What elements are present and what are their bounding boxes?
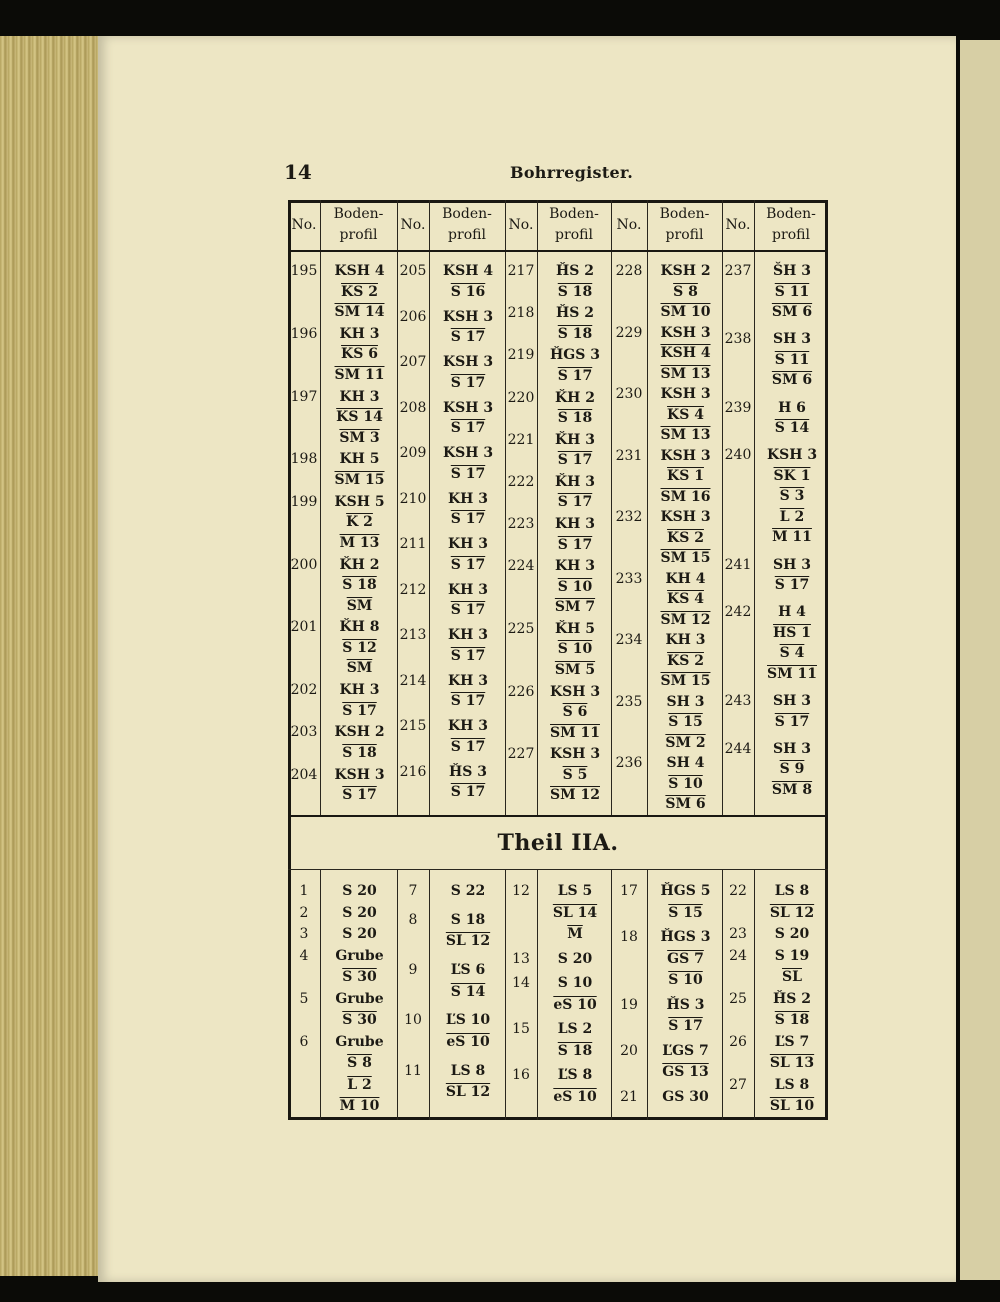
bodenprofil-layer: S 17 [450,602,486,618]
bohrung-number: 11 [404,1062,422,1079]
bodenprofil-layer: ǨH 8 [339,619,380,636]
bodenprofil-layer: SM 12 [550,787,600,804]
bodenprofil-layer: ȞS 3 [449,763,487,780]
bodenprofil-layer: S 20 [774,926,810,942]
column-rule [397,870,398,1120]
bodenprofil-layer: L 2 [779,508,805,525]
bodenprofil-layer: ȞS 2 [556,305,594,322]
bodenprofil-layer: GS 30 [662,1088,709,1105]
bohrung-number: 204 [290,766,318,783]
bohrung-number: 227 [507,746,535,763]
bodenprofil-layer: S 10 [668,775,703,792]
bodenprofil-layer: SL 10 [769,1098,815,1114]
bodenprofil-layer: S 17 [450,556,486,573]
bodenprofil-layer: S 20 [342,926,377,942]
bohrung-number: 10 [404,1012,422,1029]
bodenprofil-layer: S 17 [450,374,486,391]
bodenprofil-layer: S 17 [450,693,486,709]
bohrung-number: 233 [615,570,643,587]
bodenprofil-layer: KH 3 [339,325,380,342]
bohrung-number: 198 [290,451,318,468]
bodenprofil-layer: KSH 3 [660,447,711,464]
bohrung-number: 218 [507,305,535,322]
header-label: No. [616,216,642,233]
bodenprofil-layer: S 30 [342,969,377,985]
header-label: Boden- profil [442,206,492,243]
bodenprofil-layer: S 19 [774,947,810,964]
bodenprofil-layer: S 17 [450,511,486,527]
bodenprofil-layer: KSH 3 [334,766,385,783]
bodenprofil-layer: SM 2 [665,734,706,751]
bohrung-number: 229 [615,324,643,341]
bodenprofil-layer: KH 3 [447,581,488,598]
bohrung-number: 207 [399,354,427,370]
bodenprofil-layer: SM 11 [334,366,385,383]
bodenprofil-layer: S 17 [557,494,593,511]
bohrung-number: 235 [615,693,643,710]
bohrung-number: 17 [620,883,638,899]
column-rule [429,870,430,1120]
bohrung-number: 217 [507,263,535,279]
bodenprofil-layer: S 14 [450,983,486,1000]
bodenprofil-layer: ĽS 7 [774,1033,810,1050]
bodenprofil-layer: SM 5 [554,661,596,678]
bodenprofil-layer: KSH 3 [442,445,494,461]
bohrung-number: 201 [290,619,318,636]
bodenprofil-layer: KS 4 [667,591,704,607]
bodenprofil-layer: KSH 3 [442,399,494,416]
column-rule [320,200,321,815]
bodenprofil-layer: S 16 [450,283,486,300]
bohrung-number: 6 [299,1033,309,1050]
bohrung-number: 206 [399,308,427,325]
bodenprofil-layer: S 4 [779,645,805,662]
bohrung-number: 243 [724,693,752,709]
bohrung-number: 18 [620,929,638,945]
column-rule [429,200,430,815]
bohrung-number: 228 [615,263,643,279]
bodenprofil-layer: KSH 3 [660,509,711,525]
bodenprofil-layer: S 17 [342,787,377,804]
bohrung-number: 221 [507,431,535,448]
bodenprofil-layer: Grube [335,1033,384,1050]
bohrung-number: 230 [615,386,643,402]
bodenprofil-layer: M 11 [772,529,812,546]
bodenprofil-layer: SM 3 [339,429,380,446]
bodenprofil-layer: ȞGS 3 [550,347,600,364]
bodenprofil-layer: S 10 [557,975,593,991]
header-bodenprofil [754,200,828,250]
bodenprofil-layer: eS 10 [553,1088,597,1105]
bodenprofil-layer: SM 6 [771,304,813,320]
bodenprofil-layer: KSH 4 [334,263,385,279]
bodenprofil-layer: S 11 [774,283,810,300]
bodenprofil-layer: S 15 [668,714,703,730]
bodenprofil-layer: SM 6 [665,796,706,812]
bodenprofil-layer: S 11 [774,351,810,368]
bohrung-number: 22 [729,883,747,899]
bodenprofil-layer: SM 7 [554,599,596,616]
bohrung-number: 237 [724,263,752,279]
bodenprofil-layer: KH 3 [554,558,595,575]
column-rule [647,200,648,815]
bohrung-number: 216 [399,763,427,780]
bodenprofil-layer: LS 8 [774,1076,810,1093]
bodenprofil-layer: ȞGS 3 [660,929,711,945]
bohrung-number: 24 [729,947,747,964]
bodenprofil-layer: S 17 [342,702,377,719]
bodenprofil-layer: KH 5 [339,451,380,468]
bodenprofil-layer: S 9 [779,761,805,778]
header-rule [288,250,828,252]
bohrung-number: 13 [512,950,530,967]
bohrung-number: 205 [399,263,427,279]
bodenprofil-layer: M 10 [339,1098,380,1114]
bodenprofil-layer: KH 4 [665,570,706,587]
bodenprofil-layer: Grube [335,947,384,964]
header-no [397,200,429,250]
bohrung-number: 19 [620,996,638,1013]
section-title: Theil IIA. [497,830,619,856]
bodenprofil-layer: S 17 [774,577,810,593]
bohrung-number: 27 [729,1076,747,1093]
bodenprofil-layer: SM 11 [550,724,600,741]
bohrung-number: 239 [724,399,752,416]
bodenprofil-layer: ǨH 2 [554,389,595,406]
bodenprofil-layer: KH 3 [339,682,380,699]
bodenprofil-layer: KS 14 [336,409,383,426]
bodenprofil-layer: $\overline{SM}$ [346,597,373,614]
bohrung-number: 222 [507,473,535,490]
bodenprofil-layer: ǨH 2 [339,556,380,573]
column-rule [754,200,755,815]
header-bodenprofil [429,200,505,250]
header-label: Boden- profil [659,206,710,243]
bodenprofil-layer: S 10 [557,641,593,658]
bodenprofil-layer: S 8 [673,283,698,300]
column-rule [647,870,648,1120]
bodenprofil-layer: S 14 [774,420,810,436]
bohrung-number: 195 [290,263,318,279]
bodenprofil-layer: ȞS 2 [556,263,594,279]
bodenprofil-layer: S 17 [450,738,486,755]
bohrung-number: 12 [512,883,530,899]
bodenprofil-layer: KSH 3 [660,324,711,341]
bodenprofil-layer: KH 3 [554,516,595,533]
bohrung-number: 23 [729,926,747,942]
bodenprofil-layer: KH 3 [339,388,380,405]
bohrung-number: 223 [507,516,535,533]
bohrung-number: 212 [399,581,427,598]
bodenprofil-layer: SH 3 [773,740,811,757]
header-label: No. [508,216,534,233]
bohrung-number: 231 [615,447,643,464]
bodenprofil-layer: $\overline{SM}$ [346,660,373,677]
bohrung-number: 202 [290,682,318,699]
bodenprofil-layer: ǨH 3 [554,431,595,448]
bohrung-number: 238 [724,331,752,348]
bohrung-number: 236 [615,755,643,771]
bohrung-number: 8 [408,911,418,928]
bohrung-number: 200 [290,556,318,573]
bohrung-number: 25 [729,990,747,1007]
bodenprofil-layer: SM 13 [660,427,711,443]
bohrung-number: 203 [290,724,318,741]
bodenprofil-layer: KS 4 [667,406,704,423]
bodenprofil-layer: $\overline{M}$ [567,926,583,942]
bohrung-number: 16 [512,1067,530,1083]
bodenprofil-layer: SH 3 [773,331,811,348]
bodenprofil-layer: S 20 [557,950,593,967]
bodenprofil-layer: ĽS 6 [450,962,486,979]
bodenprofil-layer: SL 13 [769,1055,815,1071]
bohrung-number: 26 [729,1033,747,1050]
column-rule [320,870,321,1120]
bohrung-number: 234 [615,632,643,648]
bohrung-number: 215 [399,718,427,734]
bodenprofil-layer: GS 7 [667,950,704,967]
header-bodenprofil [537,200,611,250]
header-bodenprofil [647,200,722,250]
bodenprofil-layer: S 18 [557,1042,593,1059]
header-label: Boden- profil [766,206,816,243]
column-rule [722,200,723,815]
bodenprofil-layer: ǨH 5 [554,620,595,637]
bodenprofil-layer: S 18 [342,577,377,593]
bodenprofil-layer: S 17 [668,1018,703,1034]
bodenprofil-layer: S 17 [450,465,486,482]
bodenprofil-layer: KSH 3 [442,354,494,370]
bodenprofil-layer: LS 8 [774,883,810,899]
bohrung-number: 232 [615,509,643,525]
bohrung-number: 21 [620,1088,638,1105]
bodenprofil-layer: SM 6 [771,372,813,389]
bodenprofil-layer: S 18 [557,325,593,342]
bohrung-number: 5 [299,990,309,1007]
bodenprofil-layer: SM 14 [334,304,385,320]
bodenprofil-layer: S 17 [450,647,486,664]
header-label: No. [400,216,426,233]
bohrung-number: 1 [299,883,309,899]
bodenprofil-layer: SL 12 [445,933,491,950]
header-label: Boden- profil [333,206,384,243]
bohrung-number: 209 [399,445,427,461]
bodenprofil-layer: KS 2 [341,283,378,300]
bodenprofil-layer: S 18 [557,283,593,300]
bodenprofil-layer: S 6 [562,704,588,721]
bohrung-number: 244 [724,740,752,757]
column-rule [505,200,506,815]
bodenprofil-layer: LS 2 [557,1021,593,1037]
bodenprofil-layer: SM 11 [767,665,817,682]
bodenprofil-layer: ŠH 3 [773,263,811,279]
bohrung-number: 208 [399,399,427,416]
bodenprofil-layer: S 3 [779,488,805,505]
bodenprofil-layer: KH 3 [447,718,488,734]
bodenprofil-layer: M 13 [339,534,380,551]
bohrung-number: 2 [299,904,309,921]
bodenprofil-layer: ĽGS 7 [662,1042,709,1059]
header-label: No. [291,216,317,233]
bohrung-number: 214 [399,672,427,689]
bohrung-number: 242 [724,604,752,621]
bodenprofil-layer: HS 1 [773,624,811,641]
bodenprofil-layer: S 17 [557,536,593,553]
bodenprofil-layer: S 17 [774,713,810,730]
bodenprofil-layer: LS 8 [450,1062,486,1079]
bodenprofil-layer: KS 2 [667,529,704,546]
bohrung-number: 219 [507,347,535,364]
header-label: Boden- profil [549,206,599,243]
running-head: Bohrregister. [510,163,634,182]
bodenprofil-layer: S 18 [774,1012,810,1028]
bodenprofil-layer: S 20 [342,883,377,899]
bodenprofil-layer: SM 10 [660,304,711,320]
bodenprofil-layer: KSH 3 [660,386,711,402]
bodenprofil-layer: SM 16 [660,488,711,505]
bodenprofil-layer: KSH 3 [442,308,494,325]
bodenprofil-layer: S 17 [557,367,593,384]
header-bodenprofil [320,200,397,250]
bodenprofil-layer: KSH 2 [334,724,385,741]
bodenprofil-layer: KH 3 [447,627,488,643]
bodenprofil-layer: S 18 [557,410,593,427]
bodenprofil-layer: Grube [335,990,384,1007]
bodenprofil-layer: SH 3 [773,693,811,709]
bohrung-number: 241 [724,556,752,573]
bohrung-number: 226 [507,683,535,700]
bohrung-number: 14 [512,975,530,991]
bodenprofil-layer: eS 10 [553,996,597,1013]
bodenprofil-layer: KSH 5 [334,493,385,510]
bodenprofil-layer: GS 13 [662,1064,709,1080]
section-rule-bottom [288,869,828,870]
bodenprofil-layer: KH 3 [447,536,488,552]
bohrung-number: 3 [299,926,309,942]
bodenprofil-layer: S 10 [668,972,703,988]
header-no [611,200,647,250]
bohrung-number: 220 [507,389,535,406]
bodenprofil-layer: SM 15 [660,550,711,566]
facing-page-edge [960,40,1000,1280]
bodenprofil-layer: KSH 4 [442,263,494,279]
bodenprofil-layer: KH 3 [447,672,488,689]
bodenprofil-layer: ȞS 3 [666,996,705,1013]
bodenprofil-layer: ȞGS 5 [660,883,711,899]
bohrung-number: 211 [399,536,427,552]
bodenprofil-layer: K 2 [346,514,373,531]
bohrung-number: 4 [299,947,309,964]
bodenprofil-layer: SK 1 [773,467,811,484]
bodenprofil-layer: S 12 [342,639,377,656]
bodenprofil-layer: ĽS 8 [557,1067,593,1083]
bohrung-number: 213 [399,627,427,643]
bohrung-number: 199 [290,493,318,510]
bodenprofil-layer: H 6 [778,399,806,416]
header-no [288,200,320,250]
bodenprofil-layer: KH 3 [447,490,488,507]
bodenprofil-layer: SM 15 [334,471,385,488]
bodenprofil-layer: KSH 3 [549,746,601,763]
bodenprofil-layer: ȞS 2 [773,990,811,1007]
bodenprofil-layer: H 4 [778,604,806,621]
bohrung-number: 224 [507,558,535,575]
bodenprofil-layer: S 10 [557,578,593,595]
column-rule [537,870,538,1120]
bodenprofil-layer: $\overline{SL}$ [782,969,802,985]
bodenprofil-layer: SL 14 [552,904,598,921]
bodenprofil-layer: SM 13 [660,365,711,382]
bodenprofil-layer: KS 6 [341,346,378,363]
bodenprofil-layer: S 30 [342,1012,377,1028]
bohrung-number: 20 [620,1042,638,1059]
page-number: 14 [284,160,312,184]
section-rule-top [288,815,828,817]
bodenprofil-layer: S 22 [450,883,486,899]
bodenprofil-layer: S 17 [450,420,486,436]
column-rule [754,870,755,1120]
bodenprofil-layer: KSH 4 [660,345,711,361]
bohrung-number: 197 [290,388,318,405]
bohrung-number: 196 [290,325,318,342]
bodenprofil-layer: S 18 [450,911,486,928]
bodenprofil-layer: S 18 [342,744,377,761]
bodenprofil-layer: KSH 3 [549,683,601,700]
bodenprofil-layer: SH 4 [666,755,705,771]
bohrung-number: 225 [507,620,535,637]
bodenprofil-layer: SH 3 [773,556,811,573]
bodenprofil-layer: KSH 2 [660,263,711,279]
bodenprofil-layer: SM 15 [660,673,711,689]
bodenprofil-layer: L 2 [347,1076,372,1093]
bodenprofil-layer: KS 1 [667,468,704,484]
book-page-edges [0,36,112,1276]
bohrung-number: 240 [724,447,752,464]
bodenprofil-layer: S 20 [342,904,377,921]
bodenprofil-layer: ĽS 10 [445,1012,491,1029]
bodenprofil-layer: SM 8 [771,781,813,798]
bodenprofil-layer: S 15 [668,904,703,921]
header-no [505,200,537,250]
bodenprofil-layer: S 17 [450,329,486,345]
bodenprofil-layer: S 17 [557,452,593,469]
bodenprofil-layer: KSH 3 [766,447,818,464]
bodenprofil-layer: SL 12 [445,1084,491,1101]
bohrung-number: 15 [512,1021,530,1037]
header-no [722,200,754,250]
bodenprofil-layer: ǨH 3 [554,473,595,490]
bodenprofil-layer: SH 3 [666,693,705,710]
bodenprofil-layer: KS 2 [667,652,704,669]
bohrung-number: 9 [408,962,418,979]
header-label: No. [725,216,751,233]
bodenprofil-layer: KH 3 [665,632,706,648]
bodenprofil-layer: eS 10 [446,1033,490,1050]
bodenprofil-layer: LS 5 [557,883,593,899]
bohrung-number: 7 [408,883,418,899]
column-rule [537,200,538,815]
bodenprofil-layer: SM 12 [660,611,711,628]
bodenprofil-layer: SL 12 [769,904,815,921]
bodenprofil-layer: S 5 [562,766,588,783]
bodenprofil-layer: S 8 [347,1055,372,1071]
bodenprofil-layer: S 17 [450,784,486,800]
bohrung-number: 210 [399,490,427,507]
